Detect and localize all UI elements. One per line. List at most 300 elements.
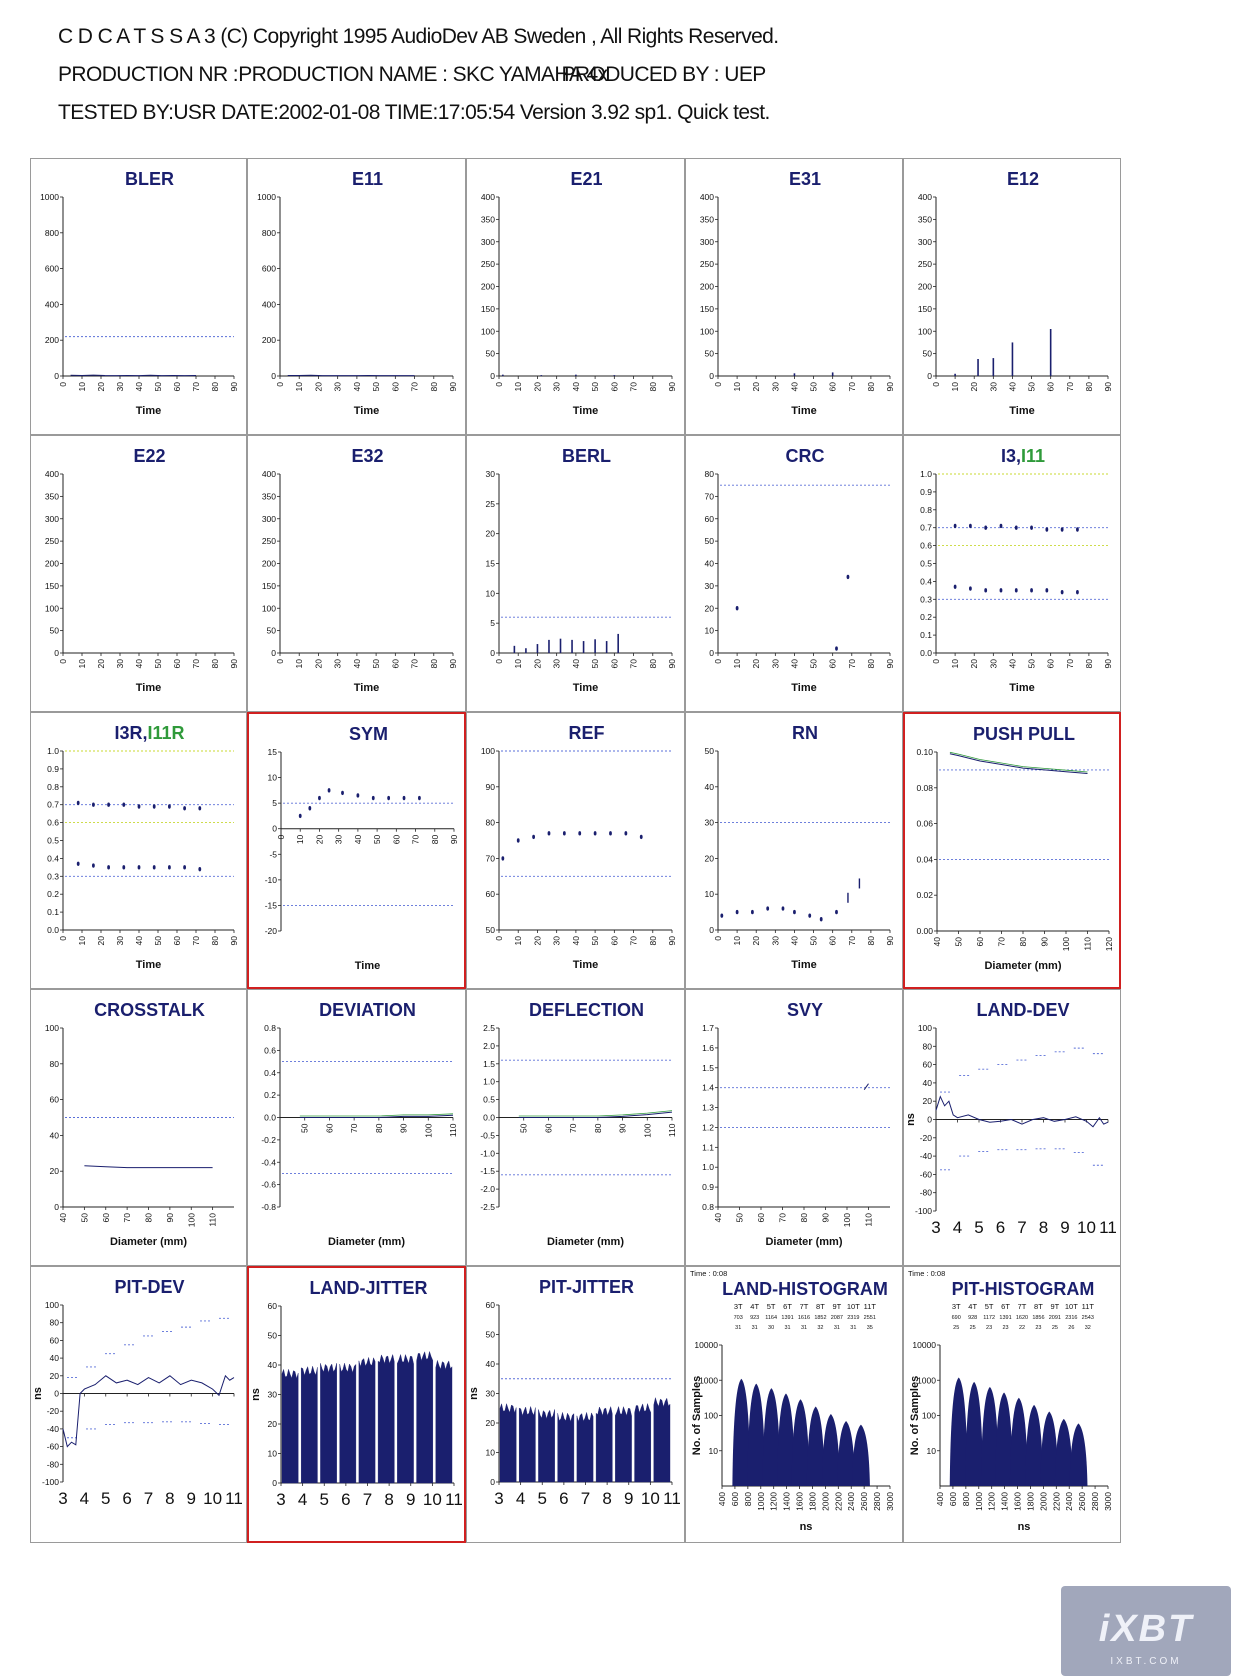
y-tick-label: 250: [917, 259, 932, 270]
x-tick-label: 30: [770, 659, 781, 669]
data-point: [835, 646, 838, 650]
x-tick-label: 9: [406, 1490, 416, 1509]
legend-mean: 1852: [814, 1315, 827, 1321]
chart-svg-landdev: [904, 990, 1121, 1266]
x-tick-label: 2400: [846, 1492, 857, 1511]
x-tick-label: 10: [77, 936, 87, 946]
y-tick-label: 200: [261, 558, 276, 569]
y-tick-label: -2.0: [480, 1184, 495, 1195]
chart-title: REF: [568, 723, 605, 743]
y-tick-label: 200: [917, 281, 932, 292]
legend-entry: 3T: [951, 1302, 961, 1311]
x-axis-label: Time: [572, 959, 599, 971]
y-tick-label: -1.5: [480, 1166, 495, 1177]
data-point: [107, 865, 110, 869]
x-tick-label: 30: [551, 382, 562, 392]
jitter-bar-group: [519, 1407, 535, 1483]
histogram-peak: [950, 1377, 968, 1486]
histogram-peak: [965, 1382, 983, 1486]
data-point: [563, 831, 566, 835]
x-tick-label: 60: [543, 1123, 554, 1133]
x-tick-label: 20: [751, 659, 762, 669]
x-tick-label: 110: [863, 1213, 874, 1227]
x-axis-label: Time: [353, 682, 380, 694]
x-tick-label: 90: [1103, 659, 1113, 669]
y-tick-label: 60: [267, 1301, 277, 1311]
y-tick-label: 0: [271, 371, 276, 381]
x-tick-label: 30: [115, 659, 125, 669]
data-point: [77, 801, 80, 805]
x-tick-label: 90: [667, 382, 677, 392]
data-point: [820, 917, 823, 921]
x-tick-label: 90: [448, 382, 458, 392]
title-secondary: I11R: [147, 723, 185, 743]
y-tick-label: 50: [922, 348, 932, 359]
x-tick-label: 5: [537, 1489, 547, 1508]
legend-entry: 6T: [783, 1302, 792, 1311]
x-tick-label: 2200: [833, 1492, 844, 1511]
chart-svg-bler: [31, 159, 247, 435]
x-tick-label: 80: [592, 1123, 603, 1133]
x-tick-label: 90: [885, 659, 895, 669]
x-tick-label: 3000: [885, 1492, 895, 1511]
x-tick-label: 7: [1017, 1218, 1027, 1237]
y-tick-label: 0.6: [920, 540, 932, 551]
histogram-peak: [822, 1414, 840, 1486]
y-tick-label: 350: [917, 214, 932, 225]
chart-title: PUSH PULL: [972, 724, 1076, 744]
y-tick-label: -100: [914, 1206, 932, 1216]
jitter-bar-group: [615, 1407, 631, 1482]
y-tick-label: -40: [919, 1151, 932, 1162]
histogram-peak: [1010, 1398, 1028, 1486]
x-tick-label: 80: [865, 936, 876, 946]
x-tick-label: 80: [865, 382, 876, 392]
legend-sigma: 26: [1068, 1325, 1075, 1331]
chart-e11: [247, 158, 466, 435]
chart-title: PIT-JITTER: [538, 1277, 635, 1297]
series-line: [84, 1166, 212, 1168]
chart-e32: [247, 435, 466, 712]
y-tick-label: 200: [699, 281, 714, 292]
x-tick-label: 50: [590, 659, 601, 669]
legend-mean: 1172: [983, 1315, 996, 1321]
x-tick-label: 70: [349, 1123, 360, 1133]
x-tick-label: 20: [96, 382, 106, 392]
chart-e21: [466, 158, 685, 435]
y-tick-label: 0: [709, 371, 714, 381]
legend-mean: 690: [951, 1315, 961, 1321]
x-tick-label: 20: [532, 936, 543, 946]
x-axis-label: Time: [135, 959, 162, 971]
data-point: [1076, 527, 1079, 531]
x-tick-label: 3: [931, 1218, 941, 1237]
x-tick-label: 50: [808, 659, 819, 669]
x-tick-label: 90: [398, 1123, 409, 1133]
jitter-bar-group: [436, 1360, 452, 1483]
x-tick-label: 20: [969, 659, 980, 669]
y-tick-label: -80: [919, 1187, 932, 1198]
chart-i3r: [30, 712, 247, 989]
x-tick-label: 0: [713, 936, 723, 941]
x-tick-label: 10: [732, 659, 743, 669]
data-point: [1000, 588, 1003, 592]
y-tick-label: 0.9: [702, 1182, 714, 1193]
x-tick-label: 2200: [1051, 1492, 1062, 1511]
legend-sigma: 31: [735, 1325, 742, 1331]
x-tick-label: 8: [165, 1489, 175, 1508]
x-tick-label: 60: [827, 936, 838, 946]
series-line-green: [950, 752, 1088, 772]
chart-svg-pitjitter: [467, 1267, 685, 1543]
y-tick-label: 0.6: [47, 817, 59, 828]
histogram-peak: [807, 1407, 825, 1486]
x-tick-label: 10: [513, 382, 524, 392]
legend-mean: 2091: [1048, 1315, 1062, 1321]
x-tick-label: 10: [422, 1490, 442, 1509]
data-point: [299, 814, 302, 818]
y-tick-label: 30: [704, 580, 714, 591]
y-tick-label: 60: [49, 1335, 59, 1346]
y-tick-label: 20: [704, 853, 714, 864]
x-tick-label: 30: [332, 659, 343, 669]
x-tick-label: 80: [210, 382, 220, 392]
x-tick-label: 6: [995, 1218, 1006, 1237]
legend-entry: 4T: [750, 1302, 760, 1311]
y-tick-label: 40: [922, 1077, 932, 1088]
data-point: [548, 831, 551, 835]
x-tick-label: 60: [391, 834, 402, 845]
y-tick-label: 0.2: [920, 612, 932, 623]
y-tick-label: 0.00: [916, 926, 933, 936]
x-tick-label: 40: [570, 382, 581, 392]
x-tick-label: 50: [808, 936, 819, 946]
y-tick-label: 350: [44, 491, 59, 502]
y-tick-label: 300: [917, 236, 932, 247]
x-tick-label: 0: [494, 382, 504, 387]
x-tick-label: 11: [1099, 1218, 1117, 1237]
y-tick-label: 250: [261, 536, 276, 547]
x-tick-label: 20: [751, 936, 762, 946]
x-tick-label: 30: [988, 659, 999, 669]
data-point: [736, 910, 739, 914]
x-tick-label: 70: [568, 1123, 579, 1133]
y-tick-label: 50: [49, 625, 59, 636]
time-label: Time : 0:08: [690, 1269, 728, 1278]
jitter-bar-group: [397, 1355, 413, 1484]
data-point: [782, 906, 785, 910]
legend-mean: 703: [733, 1315, 743, 1321]
legend-entry: 4T: [968, 1302, 978, 1311]
y-tick-label: 100: [917, 326, 932, 337]
x-tick-label: 0: [58, 936, 68, 941]
x-tick-label: 5: [319, 1490, 329, 1509]
y-tick-label: 400: [44, 299, 59, 310]
y-tick-label: 20: [485, 528, 495, 539]
x-tick-label: 80: [865, 659, 876, 669]
y-axis-label: No. of Samples: [691, 1375, 703, 1456]
x-tick-label: 40: [789, 936, 800, 946]
x-tick-label: 8: [1038, 1218, 1049, 1237]
x-axis-label: Time: [1009, 682, 1035, 694]
data-point: [954, 524, 957, 528]
y-tick-label: 50: [266, 625, 276, 636]
y-tick-label: 80: [704, 469, 714, 479]
x-tick-label: 70: [628, 382, 639, 392]
y-tick-label: -20: [46, 1406, 59, 1417]
y-tick-label: 0.06: [916, 818, 933, 829]
chart-svg-e11: [248, 159, 466, 435]
chart-svg-pushpull: [905, 714, 1121, 989]
x-tick-label: 120: [1104, 937, 1114, 952]
x-tick-label: 9: [1060, 1218, 1070, 1237]
y-tick-label: 150: [699, 303, 714, 314]
data-point: [969, 524, 972, 528]
y-tick-label: 60: [922, 1059, 932, 1070]
legend-sigma: 31: [751, 1325, 758, 1331]
y-tick-label: 0.7: [47, 799, 59, 810]
data-point: [736, 606, 739, 610]
y-tick-label: 50: [485, 1329, 495, 1340]
data-point: [198, 806, 201, 810]
y-tick-label: 15: [267, 747, 277, 757]
chart-pitdev: [30, 1266, 247, 1543]
chart-svy: [685, 989, 903, 1266]
y-tick-label: 1.3: [702, 1102, 714, 1113]
histogram-peak: [852, 1425, 870, 1486]
y-tick-label: 200: [44, 558, 59, 569]
y-tick-label: 100: [703, 1410, 718, 1421]
chart-title: E11: [351, 169, 384, 189]
legend-sigma: 22: [1018, 1325, 1026, 1331]
chart-bler: [30, 158, 247, 435]
x-tick-label: 10: [950, 382, 961, 392]
x-tick-label: 80: [210, 659, 220, 669]
x-tick-label: 2000: [1038, 1492, 1049, 1511]
chart-svg-e31: [686, 159, 903, 435]
y-tick-label: 0: [490, 1477, 495, 1487]
ixbt-watermark-logo: [1061, 1586, 1231, 1676]
data-point: [624, 831, 627, 835]
data-point: [720, 913, 723, 917]
y-tick-label: 0.0: [47, 925, 59, 935]
jitter-bar-group: [635, 1404, 651, 1482]
x-tick-label: 30: [770, 936, 781, 946]
chart-svg-landjitter: [249, 1268, 466, 1543]
x-tick-label: 10: [1077, 1218, 1096, 1237]
histogram-peak: [1025, 1405, 1043, 1486]
legend-entry: 5T: [766, 1302, 776, 1311]
y-tick-label: 1.1: [702, 1142, 714, 1153]
data-point: [1076, 590, 1079, 594]
data-point: [517, 838, 520, 842]
y-tick-label: 60: [704, 513, 714, 524]
x-tick-label: 7: [362, 1490, 373, 1509]
chart-svg-e21: [467, 159, 685, 435]
y-axis-label: ns: [250, 1388, 262, 1401]
y-tick-label: -20: [919, 1132, 932, 1143]
x-tick-label: 70: [409, 659, 420, 669]
y-tick-label: 30: [485, 1388, 495, 1399]
chart-title: PIT-DEV: [114, 1277, 185, 1297]
chart-pushpull: [903, 712, 1121, 989]
legend-entry: 5T: [984, 1302, 994, 1311]
x-tick-label: 40: [134, 659, 144, 669]
legend-entry: 10T: [846, 1302, 860, 1311]
x-axis-label: Time: [1009, 405, 1035, 417]
y-tick-label: -60: [46, 1441, 59, 1452]
x-tick-label: 9: [186, 1489, 196, 1508]
watermark-main-text: iXBT: [1098, 1608, 1194, 1650]
jitter-bar-group: [500, 1404, 516, 1482]
watermark-sub-text: IXBT.COM: [1110, 1656, 1182, 1667]
x-tick-label: 60: [609, 936, 620, 946]
x-tick-label: 10: [513, 936, 524, 946]
legend-mean: 2087: [830, 1315, 844, 1321]
y-tick-label: 1.5: [483, 1058, 495, 1069]
x-tick-label: 70: [409, 382, 420, 392]
y-tick-label: 150: [480, 303, 495, 314]
x-tick-label: 3: [276, 1490, 286, 1509]
legend-mean: 2543: [1081, 1315, 1094, 1321]
x-tick-label: 1800: [807, 1492, 818, 1511]
x-tick-label: 90: [449, 834, 459, 845]
y-tick-label: 1.0: [702, 1162, 714, 1173]
x-axis-label: Time: [135, 405, 162, 417]
x-tick-label: 10: [732, 382, 743, 392]
chart-crc: [685, 435, 903, 712]
x-tick-label: 3: [494, 1489, 504, 1508]
data-point: [138, 865, 141, 869]
x-tick-label: 100: [642, 1123, 653, 1138]
data-point: [954, 585, 957, 589]
test-info-line: TESTED BY:USR DATE:2002-01-08 TIME:17:05:54 Version 3.92 sp1. Quick test.: [58, 101, 770, 124]
y-tick-label: -1.0: [480, 1148, 495, 1159]
production-nr: PRODUCTION NR :: [58, 63, 239, 86]
y-tick-label: 50: [704, 348, 714, 359]
x-tick-label: 50: [372, 834, 383, 845]
x-tick-label: 10: [77, 382, 87, 392]
title-main: I3R: [114, 723, 143, 743]
y-tick-label: 0.4: [264, 1067, 276, 1078]
data-point: [1030, 526, 1033, 530]
y-tick-label: 1000: [257, 192, 276, 202]
y-axis-label: ns: [905, 1113, 917, 1126]
chart-deviation: [247, 989, 466, 1266]
legend-sigma: 31: [800, 1325, 808, 1331]
data-point: [969, 586, 972, 590]
y-tick-label: -2.5: [480, 1202, 495, 1212]
chart-e12: [903, 158, 1121, 435]
y-tick-label: 1.4: [702, 1082, 714, 1093]
legend-mean: 2551: [863, 1315, 876, 1321]
data-point: [984, 526, 987, 530]
x-tick-label: 70: [846, 382, 857, 392]
x-tick-label: 70: [996, 937, 1007, 947]
x-tick-label: 30: [332, 382, 343, 392]
x-tick-label: 60: [390, 659, 401, 669]
data-point: [1030, 588, 1033, 592]
x-tick-label: 50: [371, 659, 382, 669]
y-tick-label: 0: [54, 371, 59, 381]
y-tick-label: 100: [699, 326, 714, 337]
x-tick-label: 40: [570, 936, 581, 946]
x-tick-label: 800: [960, 1492, 971, 1507]
y-tick-label: -0.6: [261, 1179, 276, 1190]
legend-entry: 10T: [1064, 1302, 1078, 1311]
x-tick-label: 0: [713, 659, 723, 664]
x-tick-label: 10: [295, 834, 306, 845]
y-tick-label: 0.8: [702, 1202, 714, 1212]
y-tick-label: 30: [704, 817, 714, 828]
x-tick-label: 40: [713, 1213, 723, 1223]
data-point: [501, 856, 504, 860]
x-tick-label: 90: [667, 936, 677, 946]
x-axis-label: Diameter (mm): [765, 1236, 843, 1248]
x-tick-label: 110: [207, 1213, 218, 1227]
x-tick-label: 6: [341, 1490, 351, 1509]
x-tick-label: 7: [143, 1489, 154, 1508]
x-tick-label: 50: [371, 382, 382, 392]
x-tick-label: 80: [373, 1123, 384, 1133]
y-tick-label: 10: [267, 1448, 277, 1459]
y-tick-label: -0.2: [261, 1134, 276, 1145]
chart-title: PIT-HISTOGRAM: [951, 1279, 1095, 1299]
x-tick-label: 4: [515, 1489, 526, 1508]
x-tick-label: 70: [191, 659, 201, 669]
legend-sigma: 35: [866, 1325, 873, 1331]
x-tick-label: 2800: [872, 1492, 883, 1511]
y-tick-label: 50: [485, 925, 495, 935]
jitter-bar-group: [282, 1369, 298, 1483]
y-tick-label: 800: [44, 227, 59, 238]
legend-entry: 8T: [1034, 1302, 1043, 1311]
x-tick-label: 80: [210, 936, 220, 946]
chart-landdev: [903, 989, 1121, 1266]
x-tick-label: 8: [602, 1489, 612, 1508]
y-tick-label: 0: [54, 648, 59, 658]
x-tick-label: 0: [494, 659, 504, 664]
chart-title: E32: [351, 446, 384, 466]
x-tick-label: 600: [947, 1492, 958, 1507]
chart-title: E22: [133, 446, 166, 466]
produced-by: PRODUCED BY : UEP: [561, 63, 766, 86]
y-axis-label: ns: [468, 1387, 480, 1400]
x-tick-label: 4: [79, 1489, 90, 1508]
y-tick-label: 300: [261, 513, 276, 524]
x-tick-label: 2400: [1064, 1492, 1075, 1511]
x-tick-label: 40: [352, 834, 363, 845]
x-tick-label: 1800: [1025, 1492, 1036, 1511]
y-tick-label: 250: [480, 259, 495, 270]
y-tick-label: -5: [269, 849, 277, 860]
data-point: [578, 831, 581, 835]
x-tick-label: 20: [314, 834, 325, 845]
legend-mean: 1620: [1015, 1315, 1029, 1321]
x-tick-label: 1400: [999, 1492, 1010, 1511]
legend-entry: 9T: [832, 1302, 842, 1311]
x-tick-label: 9: [624, 1489, 634, 1508]
y-tick-label: 90: [485, 781, 495, 792]
y-tick-label: -0.4: [261, 1157, 276, 1168]
x-tick-label: 20: [532, 659, 543, 669]
x-tick-label: 1000: [755, 1492, 766, 1511]
y-tick-label: 350: [699, 214, 714, 225]
chart-title: CROSSTALK: [94, 1000, 205, 1020]
y-tick-label: -80: [46, 1459, 59, 1470]
x-tick-label: 20: [96, 936, 106, 946]
legend-mean: 2316: [1065, 1315, 1078, 1321]
